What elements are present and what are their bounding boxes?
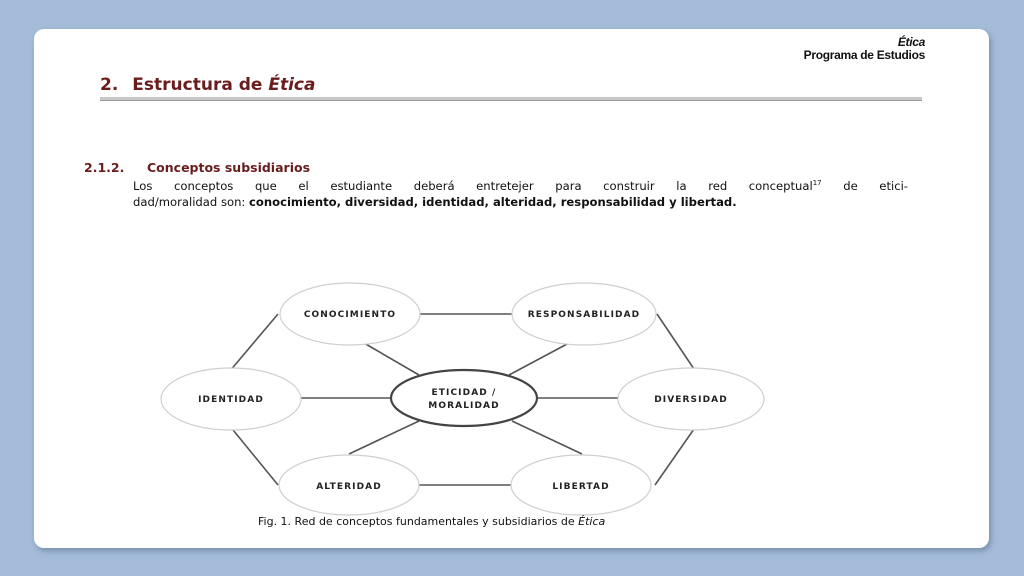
- header-program: Programa de Estudios: [803, 48, 925, 62]
- node-label: RESPONSABILIDAD: [527, 310, 641, 320]
- node-identidad: [161, 368, 301, 430]
- paragraph-line-1-end: de etici-: [821, 178, 908, 193]
- subsection-number: 2.1.2.: [84, 160, 125, 175]
- caption-text: Fig. 1. Red de conceptos fundamentales y subsidiarios de: [258, 515, 579, 528]
- center-label-line-2: MORALIDAD: [428, 401, 500, 411]
- node-label: ALTERIDAD: [316, 482, 382, 492]
- paragraph-line-2-text: dad/moralidad son:: [133, 194, 250, 209]
- node-label: IDENTIDAD: [198, 395, 264, 405]
- section-title-italic: Ética: [268, 75, 316, 95]
- footnote-ref[interactable]: 17: [812, 179, 822, 187]
- node-libertad: [511, 455, 651, 515]
- node-center-eticidad-moralidad: [391, 370, 537, 426]
- edge-alteridad-center: [349, 421, 419, 454]
- paragraph-line-1-text: Los conceptos que el estudiante deberá entretejer para construir la red conceptual: [133, 178, 813, 193]
- edge-conocimiento-identidad: [229, 314, 278, 372]
- figure-caption: [258, 515, 605, 528]
- edge-responsabilidad-center: [509, 343, 569, 375]
- section-title-prefix: Estructura de: [132, 75, 269, 95]
- edge-diversidad-libertad: [655, 429, 694, 485]
- node-alteridad: [279, 455, 419, 515]
- node-diversidad: [618, 368, 764, 430]
- paragraph-concepts-list: conocimiento, diversidad, identidad, alteridad, responsabilidad y libertad.: [249, 194, 737, 209]
- header-course: Ética: [897, 35, 925, 49]
- slide-page: [34, 29, 989, 548]
- node-label: DIVERSIDAD: [654, 395, 728, 405]
- node-conocimiento: [280, 283, 420, 345]
- center-node-shape: [391, 370, 537, 426]
- subsection-title-text: Conceptos subsidiarios: [147, 160, 311, 175]
- section-number: 2.: [100, 75, 119, 95]
- center-label-line-1: ETICIDAD /: [431, 388, 497, 398]
- edge-identidad-alteridad: [229, 425, 278, 485]
- node-label: CONOCIMIENTO: [303, 310, 397, 320]
- edge-libertad-center: [512, 421, 582, 454]
- node-label: LIBERTAD: [552, 482, 610, 492]
- caption-italic: Ética: [578, 515, 606, 528]
- edge-conocimiento-center: [364, 343, 419, 375]
- concept-network-diagram: [34, 29, 989, 548]
- node-responsabilidad: [512, 283, 656, 345]
- edge-responsabilidad-diversidad: [657, 314, 694, 369]
